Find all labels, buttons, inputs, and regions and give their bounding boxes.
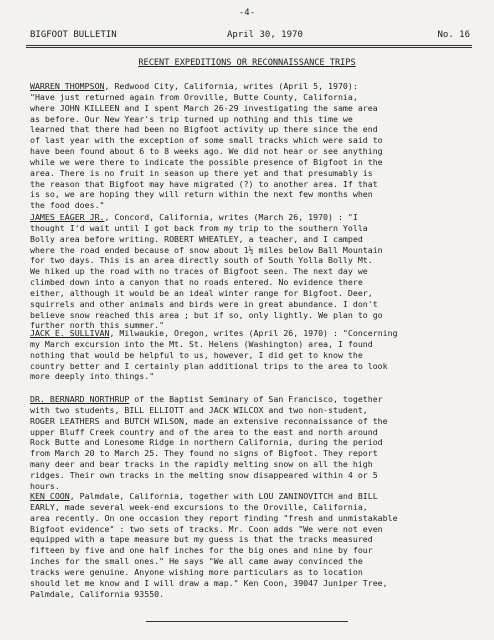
- correspondent-name: DR. BERNARD NORTHRUP: [30, 394, 130, 404]
- page-number: -4-: [238, 8, 256, 18]
- report-text: upper Bluff Creek country and of the area to the east and north around: [30, 426, 378, 437]
- report-line: [30, 513, 478, 524]
- correspondent-name: JAMES EAGER JR.: [30, 212, 105, 222]
- report-line: [30, 157, 478, 168]
- report-paragraph: [30, 328, 478, 382]
- issue-number: No. 16: [437, 30, 470, 40]
- report-line: [30, 328, 478, 339]
- report-text: further north this summer.": [30, 320, 165, 331]
- report-line: [30, 448, 478, 459]
- report-text: , Milwaukie, Oregon, writes (April 26, 1970) : "Concerning: [109, 328, 398, 338]
- report-text: Bigfoot evidence" : two sets of tracks. Mr. Coon adds "We were not even: [30, 523, 383, 534]
- report-text: learned that there had been no Bigfoot activity up there since the end: [30, 124, 378, 135]
- report-line: [30, 92, 478, 103]
- report-text: nothing that would be helpful to us, however, I did get to know the: [30, 349, 363, 360]
- header-rule-top: [26, 45, 472, 46]
- report-text: , Redwood City, California, writes (April 5, 1970):: [104, 81, 358, 91]
- report-line: [30, 168, 478, 179]
- report-text: more deeply into things.": [30, 371, 155, 382]
- report-line: [30, 288, 478, 299]
- report-text: is so, we are hoping they will return within the next few months when: [30, 189, 373, 200]
- report-text: squirrels and other animals and birds were in great abundance. I don't: [30, 298, 378, 309]
- report-line: [30, 223, 478, 234]
- report-text: Palmdale, California 93550.: [30, 588, 165, 599]
- report-line: [30, 491, 478, 502]
- header-rule-bottom: [26, 47, 472, 48]
- report-text: , Palmdale, California, together with LOU ZANINOVITCH and BILL: [69, 491, 378, 501]
- report-line: [30, 437, 478, 448]
- report-line: [30, 470, 478, 481]
- report-line: [30, 361, 478, 372]
- report-text: thought I'd wait until I got back from my trip to the southern Yolla: [30, 222, 368, 233]
- report-line: [30, 114, 478, 125]
- report-line: [30, 200, 478, 211]
- report-paragraph: [30, 394, 478, 492]
- report-line: [30, 350, 478, 361]
- report-text: with two students, BILL ELLIOTT and JACK WILCOX and two non-student,: [30, 404, 368, 415]
- report-line: [30, 245, 478, 256]
- report-text: , Concord, California, writes (March 26, 1970) : "I: [104, 212, 358, 222]
- report-line: [30, 578, 478, 589]
- report-line: [30, 124, 478, 135]
- report-text: where the road ended because of snow about 1½ miles below Ball Mountain: [30, 244, 383, 255]
- report-paragraph: [30, 491, 478, 599]
- report-text: hours.: [30, 480, 60, 491]
- report-text: climbed down into a canyon that no roads entered. No evidence there: [30, 277, 363, 288]
- report-text: country better and I certainly plan additional trips to the area to look: [30, 360, 388, 371]
- report-line: [30, 545, 478, 556]
- page-header: [30, 30, 470, 44]
- report-line: [30, 277, 478, 288]
- report-text: of last year with the exception of some small tracks which were said to: [30, 135, 383, 146]
- report-text: have been found about 6 to 8 weeks ago. We did not hear or see anything: [30, 146, 383, 157]
- footer-rule: [146, 621, 348, 622]
- report-line: [30, 394, 478, 405]
- report-text: the food does.": [30, 200, 105, 211]
- report-text: We hiked up the road with no traces of Bigfoot seen. The next day we: [30, 266, 368, 277]
- report-text: area. There is no fruit in season up there yet and that presumably is: [30, 167, 373, 178]
- report-text: should let me know and I will draw a map." Ken Coon, 39047 Juniper Tree,: [30, 577, 388, 588]
- report-text: where JOHN KILLEEN and I spent March 26-29 investigating the same area: [30, 102, 378, 113]
- report-text: from March 20 to March 25. They found no signs of Bigfoot. They report: [30, 448, 378, 459]
- correspondent-name: JACK E. SULLIVAN: [30, 328, 110, 338]
- report-text: inches for the small ones." He says "We all came away convinced the: [30, 556, 363, 567]
- report-text: equipped with a tape measure but my guess is that the tracks measured: [30, 534, 373, 545]
- report-paragraph: [30, 81, 478, 211]
- report-line: [30, 339, 478, 350]
- report-line: [30, 534, 478, 545]
- report-text: ROGER LEATHERS and BUTCH WILSON, made an extensive reconnaissance of the: [30, 415, 388, 426]
- report-text: of the Baptist Seminary of San Francisco, together: [129, 394, 383, 404]
- report-line: [30, 212, 478, 223]
- report-text: the reason that Bigfoot may have migrated (?) to another area. If that: [30, 178, 378, 189]
- report-text: either, although it would be an ideal winter range for Bigfoot. Deer,: [30, 287, 373, 298]
- report-text: Bolly area before writing. ROBERT WHEATLEY, a teacher, and I camped: [30, 233, 363, 244]
- report-line: [30, 481, 478, 492]
- report-line: [30, 81, 478, 92]
- report-paragraph: [30, 212, 478, 331]
- report-text: Rock Butte and Lonesome Ridge in northern California, during the period: [30, 437, 383, 448]
- report-line: [30, 556, 478, 567]
- report-line: [30, 310, 478, 321]
- publication-name: BIGFOOT BULLETIN: [30, 30, 117, 40]
- report-line: [30, 427, 478, 438]
- report-text: believe snow reached this area ; but if so, only lightly. We plan to go: [30, 309, 383, 320]
- report-line: [30, 103, 478, 114]
- report-text: fifteen by five and one half inches for the big ones and nine by four: [30, 545, 373, 556]
- section-title: RECENT EXPEDITIONS OR RECONNAISSANCE TRIPS: [138, 58, 356, 68]
- report-line: [30, 266, 478, 277]
- report-line: [30, 135, 478, 146]
- correspondent-name: KEN COON: [30, 491, 70, 501]
- report-line: [30, 179, 478, 190]
- report-line: [30, 189, 478, 200]
- report-text: while we were there to indicate the possible presence of Bigfoot in the: [30, 156, 383, 167]
- report-line: [30, 502, 478, 513]
- report-line: [30, 234, 478, 245]
- report-text: tracks were genuine. Anyone wishing more particulars as to location: [30, 566, 363, 577]
- report-text: as before. Our New Year's trip turned up nothing and this time we: [30, 113, 353, 124]
- report-text: ridges. Their own tracks in the melting snow disappeared within 4 or 5: [30, 469, 378, 480]
- report-line: [30, 405, 478, 416]
- report-text: my March excursion into the Mt. St. Helens (Washington) area, I found: [30, 338, 373, 349]
- issue-date: April 30, 1970: [227, 30, 303, 40]
- report-line: [30, 299, 478, 310]
- report-line: [30, 371, 478, 382]
- report-line: [30, 567, 478, 578]
- report-text: for two days. This is an area directly south of South Yolla Bolly Mt.: [30, 255, 373, 266]
- report-line: [30, 255, 478, 266]
- report-text: area recently. On one occasion they report finding "fresh and unmistakable: [30, 512, 398, 523]
- report-line: [30, 416, 478, 427]
- report-line: [30, 146, 478, 157]
- report-line: [30, 589, 478, 600]
- report-line: [30, 459, 478, 470]
- correspondent-name: WARREN THOMPSON: [30, 81, 105, 91]
- report-text: "Have just returned again from Oroville, Butte County, California,: [30, 91, 358, 102]
- report-line: [30, 524, 478, 535]
- report-text: EARLY, made several week-end excursions to the Oroville, California,: [30, 501, 368, 512]
- report-text: many deer and bear tracks in the rapidly melting snow on all the high: [30, 459, 373, 470]
